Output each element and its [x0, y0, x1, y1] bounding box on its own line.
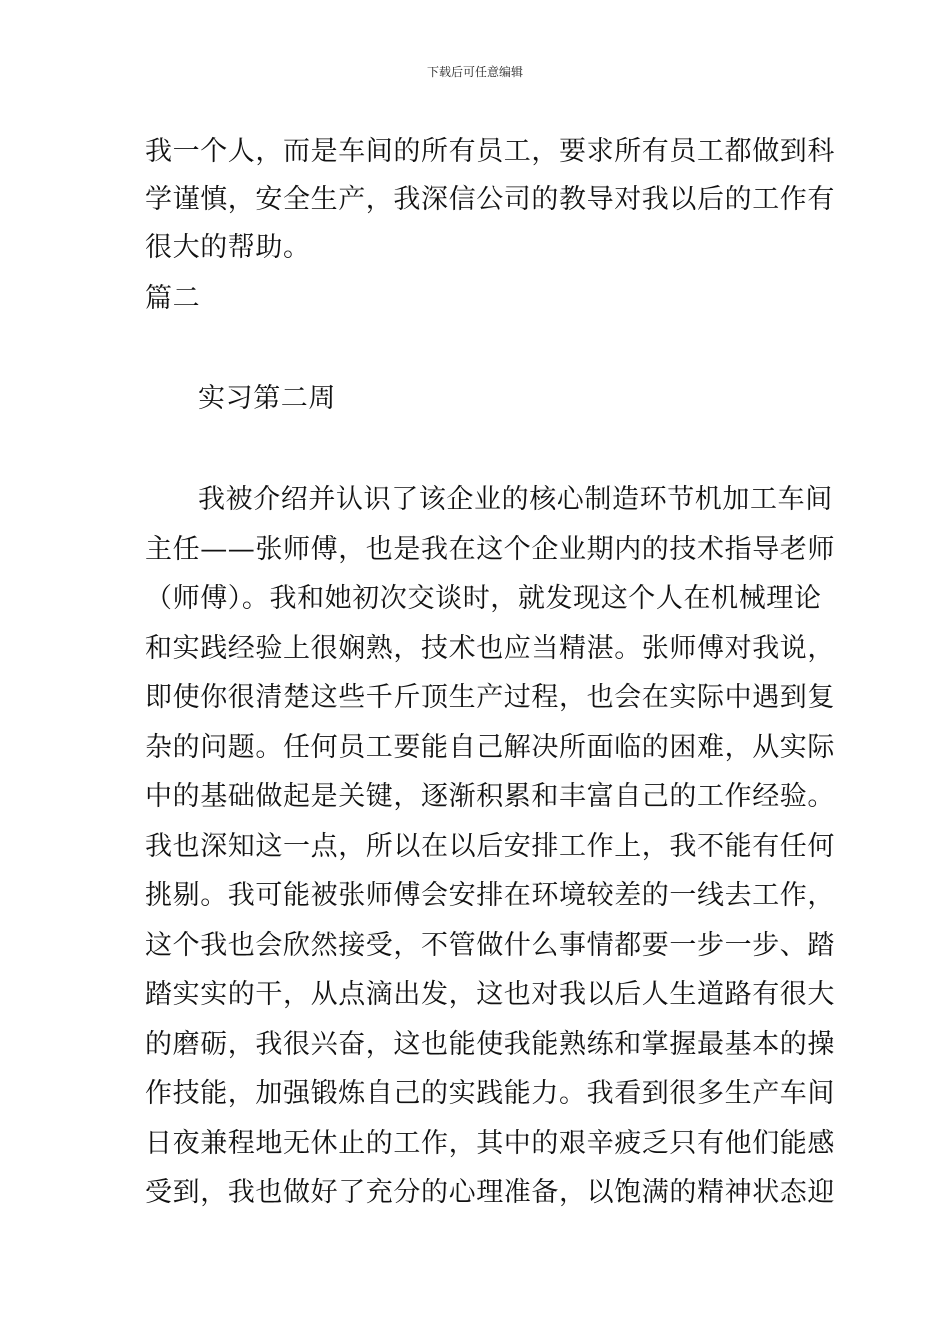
paragraph-2-line: 我也深知这一点，所以在以后安排工作上，我不能有任何	[145, 831, 835, 862]
paragraph-2-line: 中的基础做起是关键，逐渐积累和丰富自己的工作经验。	[145, 781, 835, 812]
paragraph-2-line: 受到，我也做好了充分的心理准备，以饱满的精神状态迎	[145, 1177, 835, 1208]
paragraph-2-line: 我被介绍并认识了该企业的核心制造环节机加工车间	[198, 484, 833, 515]
paragraph-2-line: 作技能，加强锻炼自己的实践能力。我看到很多生产车间	[145, 1078, 835, 1109]
paragraph-2-line: 和实践经验上很娴熟，技术也应当精湛。张师傅对我说，	[145, 633, 835, 664]
paragraph-1-line: 很大的帮助。	[145, 232, 311, 263]
paragraph-1-line: 我一个人，而是车间的所有员工，要求所有员工都做到科	[145, 136, 835, 167]
page-header: 下载后可任意编辑	[426, 65, 523, 79]
paragraph-2-line: 即使你很清楚这些千斤顶生产过程，也会在实际中遇到复	[145, 682, 835, 713]
paragraph-2-line: 挑剔。我可能被张师傅会安排在环境较差的一线去工作，	[145, 880, 835, 911]
section-heading: 篇二	[145, 283, 201, 314]
paragraph-2-line: 日夜兼程地无休止的工作，其中的艰辛疲乏只有他们能感	[145, 1128, 835, 1159]
paragraph-2-line: （师傅）。我和她初次交谈时，就发现这个人在机械理论	[145, 583, 822, 614]
paragraph-2-line: 踏实实的干，从点滴出发，这也对我以后人生道路有很大	[145, 979, 835, 1010]
paragraph-2-line: 杂的问题。任何员工要能自己解决所面临的困难，从实际	[145, 732, 835, 763]
paragraph-2-line: 主任——张师傅，也是我在这个企业期内的技术指导老师	[145, 534, 835, 565]
subheading: 实习第二周	[198, 383, 336, 414]
paragraph-2-line: 的磨砺，我很兴奋，这也能使我能熟练和掌握最基本的操	[145, 1029, 835, 1060]
paragraph-1-line: 学谨慎，安全生产，我深信公司的教导对我以后的工作有	[145, 184, 835, 215]
paragraph-2-line: 这个我也会欣然接受，不管做什么事情都要一步一步、踏	[145, 930, 835, 961]
